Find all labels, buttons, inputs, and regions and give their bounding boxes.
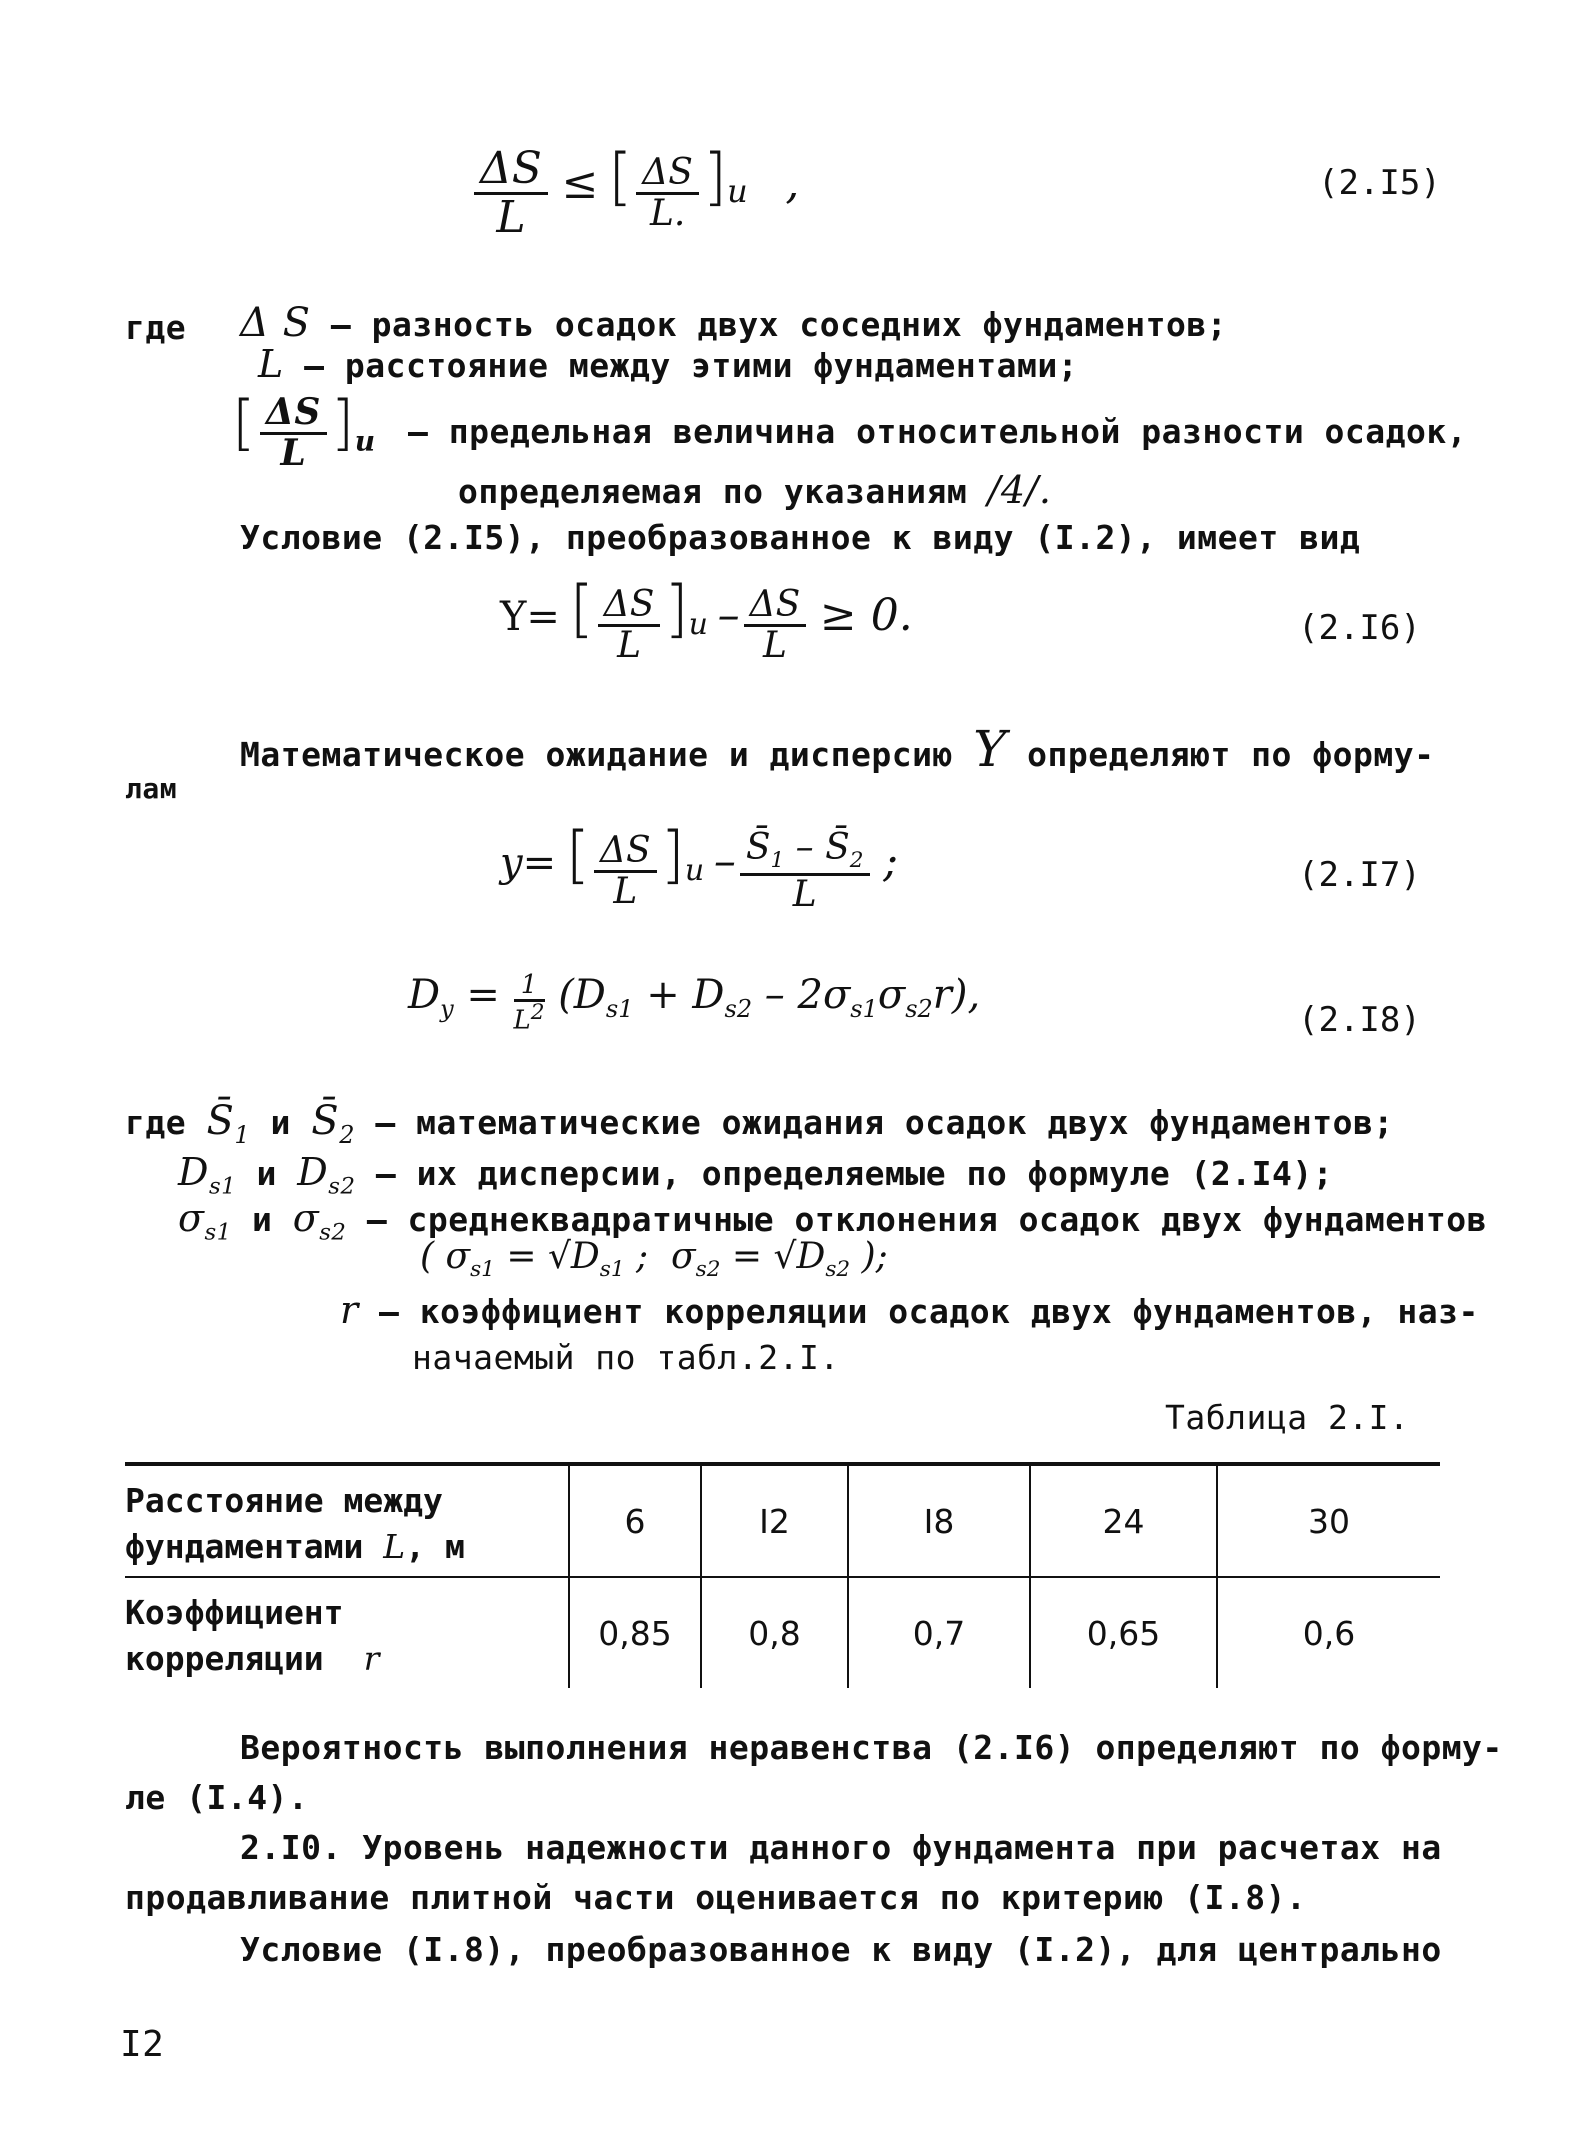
equation-2-17: y= [ $\frac{\Delta S}{L}$ ]$_u$ – $\frac{S̄_1 - S̄_2}{L}$ ; bbox=[500, 818, 899, 916]
table-cell-coefficient: 0,85 bbox=[569, 1577, 701, 1688]
where2-sigma-formula: ( $\sigma_{s1} = √D_{s1}$ ; $\sigma_{s2} = √D_{s2}$ ); bbox=[420, 1236, 888, 1283]
table-cell-coefficient: 0,65 bbox=[1030, 1577, 1217, 1688]
condition-text: Условие (2.I5), преобразованное к виду (I.2), имеет вид bbox=[240, 518, 1361, 557]
table-cell-coefficient: 0,6 bbox=[1217, 1577, 1440, 1688]
where2-line4b: начаемый по табл.2.I. bbox=[412, 1338, 840, 1377]
equation-2-18: $D_y$ = $\frac{1}{L^2}$ $(D_{s1} + D_{s2} - 2\sigma_{s1}\sigma_{s2}r)$, bbox=[408, 970, 981, 1036]
paragraph-probability-2: ле (I.4). bbox=[125, 1778, 309, 1817]
page-number: I2 bbox=[120, 2024, 165, 2065]
where2-line2: $D_{s1}$ и $D_{s2}$ – их дисперсии, определяемые по формуле (2.I4); bbox=[178, 1150, 1334, 1200]
table-row-correlation bbox=[125, 1577, 1440, 1688]
equation-number-2-15: (2.I5) bbox=[1318, 163, 1441, 203]
where-label: где bbox=[125, 308, 187, 347]
table-caption: Таблица 2.I. bbox=[1165, 1398, 1410, 1437]
where2-line4: r – коэффициент корреляции осадок двух фундаментов, наз- bbox=[340, 1288, 1479, 1332]
correlation-table bbox=[125, 1462, 1440, 1688]
where2-line3: $\sigma_{s1}$ и $\sigma_{s2}$ – среднеквадратичные отклонения осадок двух фундаментов bbox=[178, 1196, 1488, 1246]
paragraph-reliability: 2.I0. Уровень надежности данного фундамента при расчетах на bbox=[240, 1828, 1442, 1867]
table-cell-distance: 30 bbox=[1217, 1464, 1440, 1577]
table-cell-distance: I8 bbox=[848, 1464, 1030, 1577]
table-row-label: Коэффициент корреляции r bbox=[125, 1593, 380, 1678]
equation-number-2-16: (2.I6) bbox=[1298, 608, 1421, 648]
equation-number-2-17: (2.I7) bbox=[1298, 855, 1421, 895]
table-cell-distance: I2 bbox=[701, 1464, 848, 1577]
table-row-distance bbox=[125, 1464, 1440, 1577]
table-cell-coefficient: 0,8 bbox=[701, 1577, 848, 1688]
equation-number-2-18: (2.I8) bbox=[1298, 1000, 1421, 1040]
table-cell-distance: 6 bbox=[569, 1464, 701, 1577]
math-expectation-text: Математическое ожидание и дисперсию Y определяют по форму- bbox=[240, 720, 1435, 778]
table-cell-coefficient: 0,7 bbox=[848, 1577, 1030, 1688]
paragraph-reliability-2: продавливание плитной части оценивается по критерию (I.8). bbox=[125, 1878, 1307, 1917]
where-delta-s-line: Δ S – разность осадок двух соседних фундаментов; bbox=[240, 300, 1228, 346]
equation-2-16: Y= [ $\frac{\Delta S}{L}$ ]$_u$ – $\frac{\Delta S}{L}$ ≥ 0. bbox=[500, 572, 913, 666]
paragraph-condition: Условие (I.8), преобразованное к виду (I.2), для центрально bbox=[240, 1930, 1442, 1969]
math-expectation-text-2: лам bbox=[125, 772, 178, 805]
where-limit-line-2: определяемая по указаниям /4/. bbox=[458, 468, 1052, 512]
where-l-line: L – расстояние между этими фундаментами; bbox=[258, 342, 1079, 386]
paragraph-probability: Вероятность выполнения неравенства (2.I6) определяют по форму- bbox=[240, 1728, 1503, 1767]
equation-2-15: $\frac{\Delta S}{L}$ ≤ [ $\frac{\Delta S}{L.}$ ]$_u$ , bbox=[470, 140, 799, 241]
table-cell-distance: 24 bbox=[1030, 1464, 1217, 1577]
where2-line1: где $S̄_1$ и $S̄_2$ – математические ожидания осадок двух фундаментов; bbox=[125, 1098, 1394, 1149]
table-row-label: Расстояние между фундаментами L, м bbox=[125, 1464, 569, 1577]
where-limit-line: [ $\frac{\Delta S}{L}$ ]$_u$ – предельная величина относительной разности осадок, bbox=[232, 388, 1468, 474]
